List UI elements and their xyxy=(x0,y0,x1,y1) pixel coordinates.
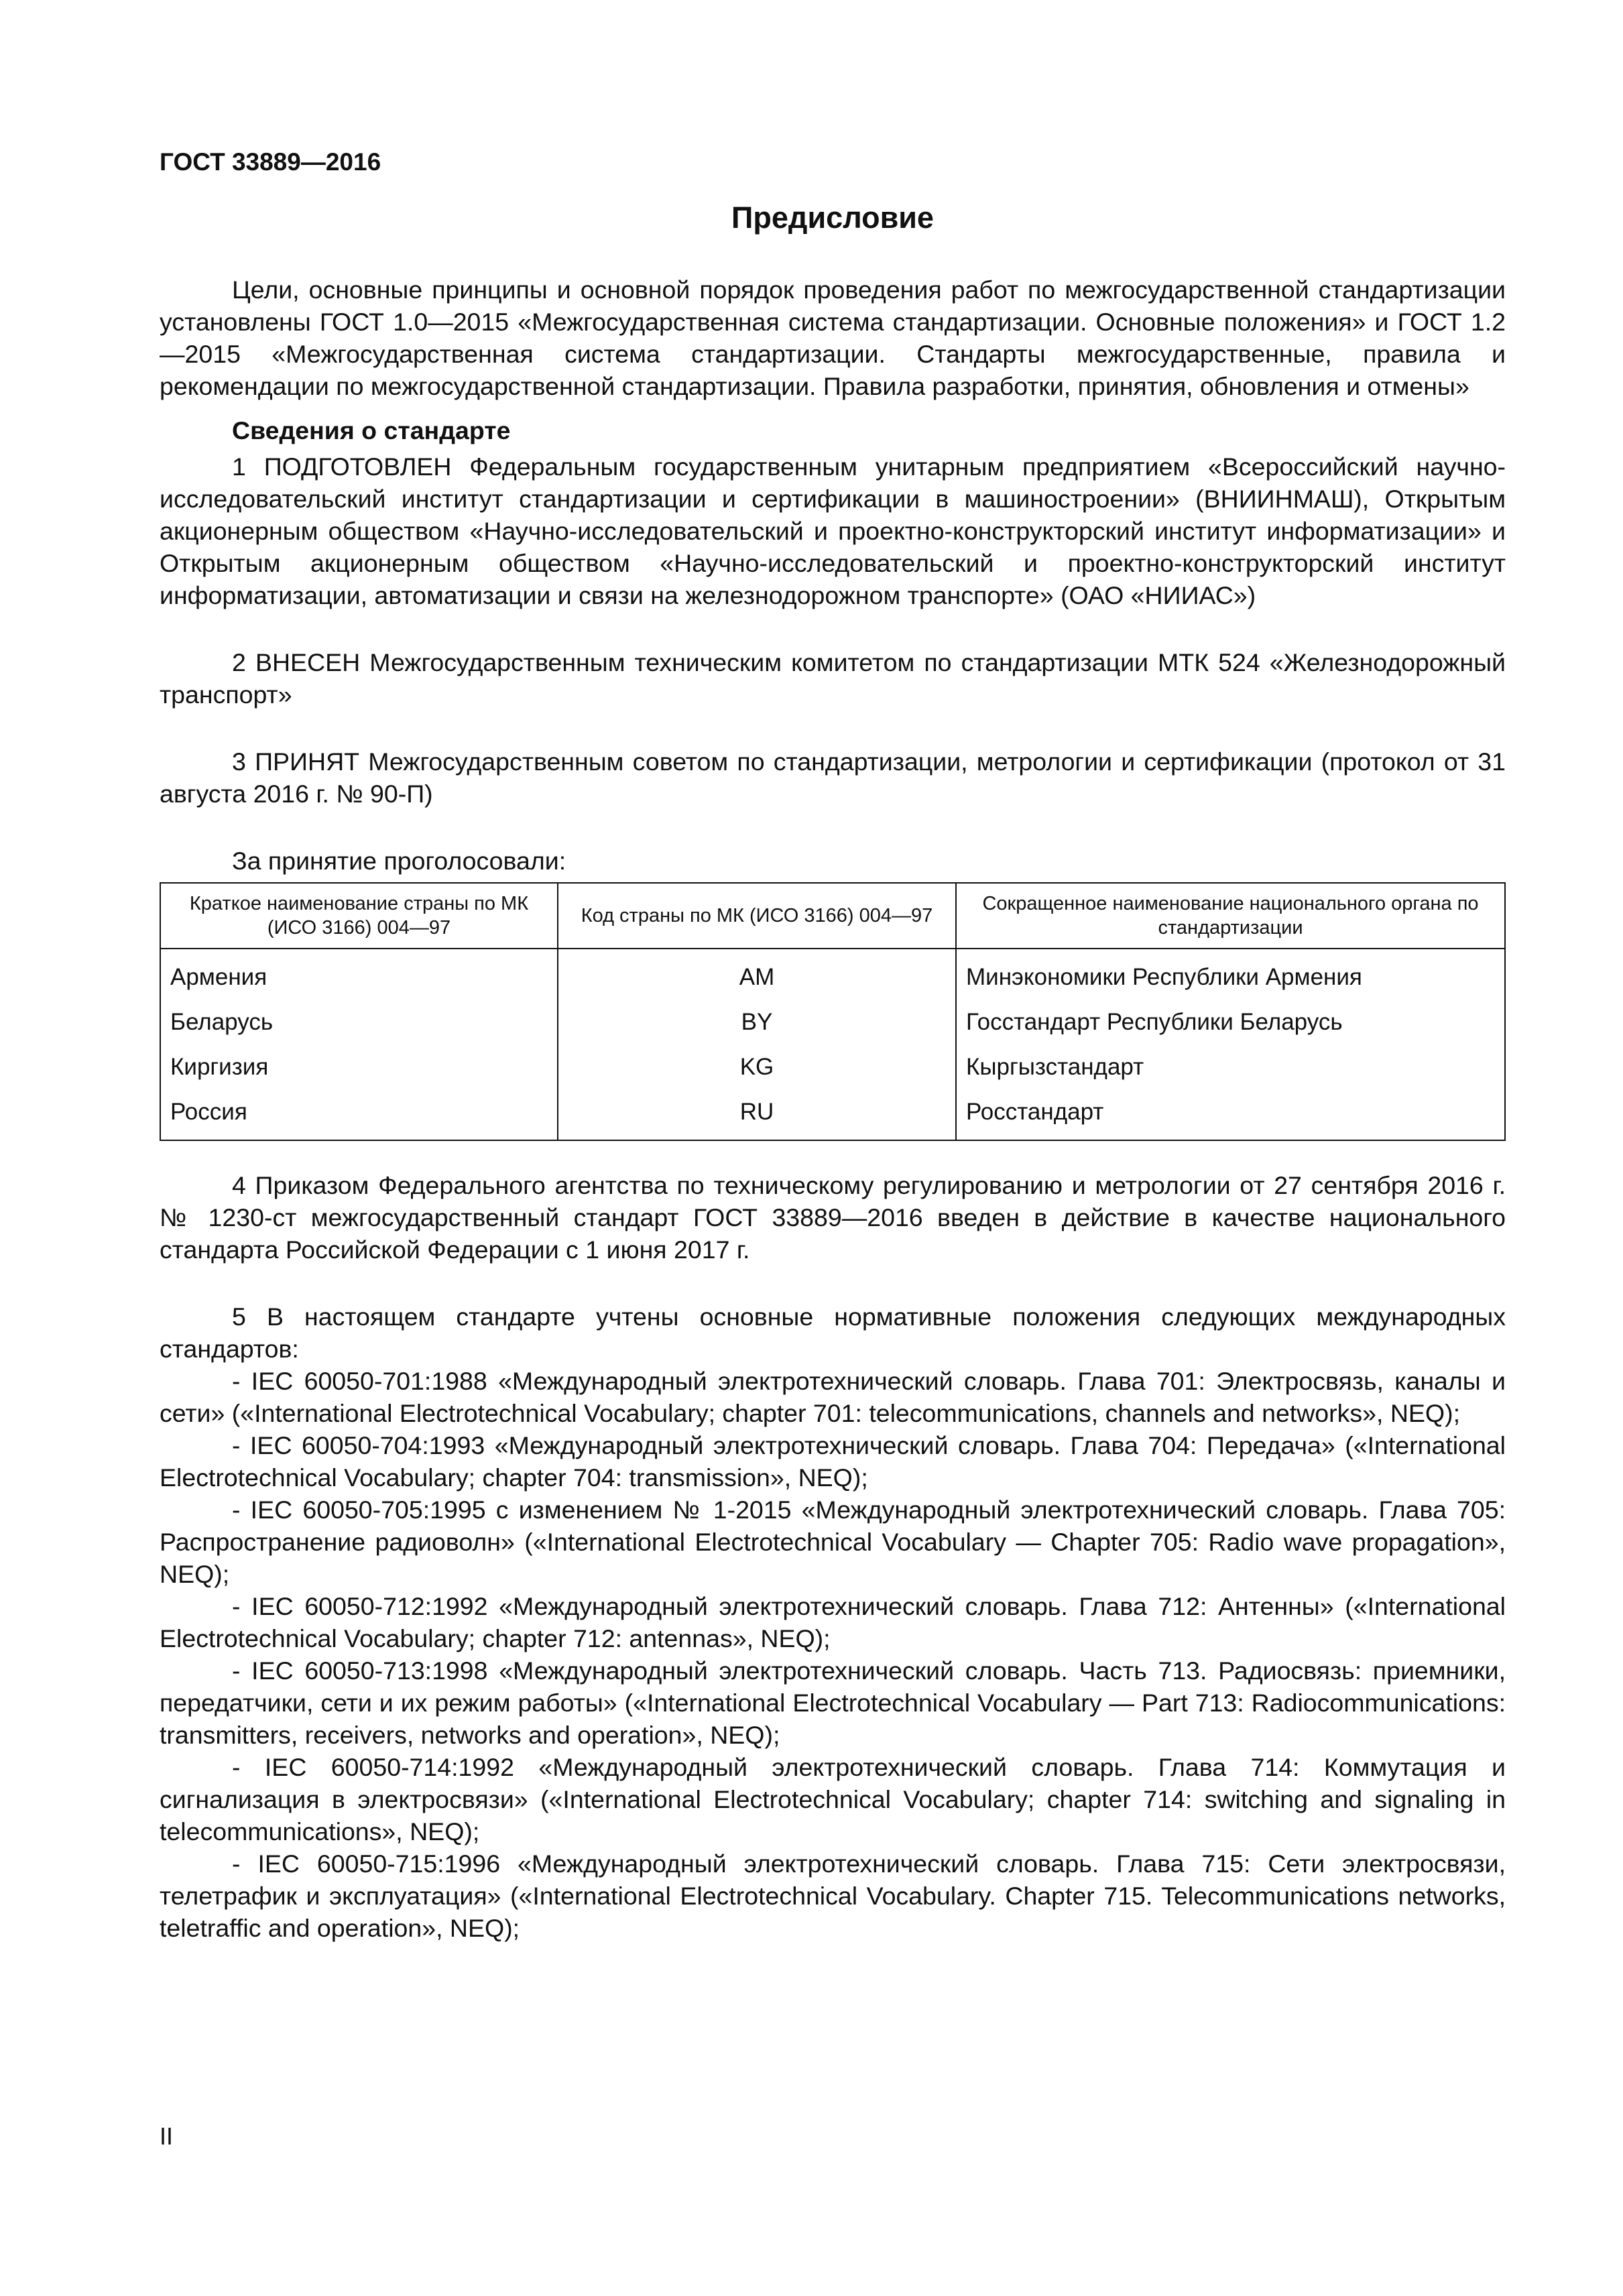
cell-country: Россия xyxy=(160,1089,558,1140)
item-order: 4 Приказом Федерального агентства по техническому регулированию и метрологии от 27 сентября 2016 г. № 1230-ст межгосударственный стандарт ГОСТ 33889—2016 введен в действие в качестве национального стандарта Российской Федерации с 1 июня 2017 г. xyxy=(160,1171,1506,1264)
cell-country: Беларусь xyxy=(160,1000,558,1044)
page-number: II xyxy=(160,2122,174,2150)
table-header-row xyxy=(160,883,1505,949)
list-item: - IEC 60050-704:1993 «Международный электротехнический словарь. Глава 704: Передача» («International Electrotechnical Vocabulary; chapter 704: transmission», NEQ); xyxy=(160,1431,1506,1492)
cell-code: RU xyxy=(558,1089,956,1140)
list-item: - IEC 60050-713:1998 «Международный электротехнический словарь. Часть 713. Радиосвязь: приемники, передатчики, сети и их режим работы» («International Electrotechnical Vocabulary — Part 713: Radiocommunications: transmitters, receivers, networks and operation», NEQ); xyxy=(160,1656,1506,1749)
header-code: Код страны по МК (ИСО 3166) 004—97 xyxy=(558,883,956,949)
table-row xyxy=(160,1044,1505,1089)
cell-body: Росстандарт xyxy=(956,1089,1505,1140)
list-item: - IEC 60050-701:1988 «Международный электротехнический словарь. Глава 701: Электросвязь, каналы и сети» («International Electrotechnical Vocabulary; chapter 701: telecommunications, channels and networks», NEQ); xyxy=(160,1367,1506,1427)
list-item: - IEC 60050-715:1996 «Международный электротехнический словарь. Глава 715: Сети электросвязи, телетрафик и эксплуатация» («International Electrotechnical Vocabulary. Chapter 715. Telecommunications networks, teletraffic and operation», NEQ); xyxy=(160,1850,1506,1942)
item-standards-intro: 5 В настоящем стандарте учтены основные нормативные положения следующих международных стандартов: xyxy=(160,1303,1506,1363)
item-adopted: 3 ПРИНЯТ Межгосударственным советом по стандартизации, метрологии и сертификации (протокол от 31 августа 2016 г. № 90-П) xyxy=(160,747,1506,808)
document-code: ГОСТ 33889—2016 xyxy=(160,148,381,176)
cell-code: KG xyxy=(558,1044,956,1089)
page-title: Предисловие xyxy=(731,200,934,235)
voting-table xyxy=(160,882,1506,1141)
cell-body: Госстандарт Республики Беларусь xyxy=(956,1000,1505,1044)
header-body: Сокращенное наименование национального органа по стандартизации xyxy=(956,883,1505,949)
list-item: - IEC 60050-714:1992 «Международный электротехнический словарь. Глава 714: Коммутация и сигнализация в электросвязи» («International Electrotechnical Vocabulary; chapter 714: switching and signaling in telecommunications», NEQ); xyxy=(160,1753,1506,1846)
cell-body: Минэкономики Республики Армения xyxy=(956,949,1505,1000)
list-item: - IEC 60050-712:1992 «Международный электротехнический словарь. Глава 712: Антенны» («International Electrotechnical Vocabulary; chapter 712: antennas», NEQ); xyxy=(160,1592,1506,1652)
item-prepared: 1 ПОДГОТОВЛЕН Федеральным государственным унитарным предприятием «Всероссийский научно-исследовательский институт стандартизации и сертификации в машиностроении» (ВНИИНМАШ), Открытым акционерным обществом «Научно-исследовательский и проектно-конструкторский институт информатизации» и Открытым акционерным обществом «Научно-исследовательский и проектно-конструкторский институт информатизации, автоматизации и связи на железнодорожном транспорте» (ОАО «НИИАС») xyxy=(160,452,1506,609)
header-country: Краткое наименование страны по МК (ИСО 3166) 004—97 xyxy=(160,883,558,949)
cell-country: Киргизия xyxy=(160,1044,558,1089)
standard-info-heading: Сведения о стандарте xyxy=(232,416,511,444)
intro-paragraph: Цели, основные принципы и основной порядок проведения работ по межгосударственной стандартизации установлены ГОСТ 1.0—2015 «Межгосударственная система стандартизации. Основные положения» и ГОСТ 1.2—2015 «Межгосударственная система стандартизации. Стандарты межгосударственные, правила и рекомендации по межгосударственной стандартизации. Правила разработки, принятия, обновления и отмены» xyxy=(160,276,1506,400)
table-row xyxy=(160,1000,1505,1044)
table-row xyxy=(160,1089,1505,1140)
voted-label: За принятие проголосовали: xyxy=(232,847,566,875)
list-item: - IEC 60050-705:1995 с изменением № 1-2015 «Международный электротехнический словарь. Глава 705: Распространение радиоволн» («International Electrotechnical Vocabulary — Chapter 705: Radio wave propagation», NEQ); xyxy=(160,1496,1506,1588)
cell-code: AM xyxy=(558,949,956,1000)
cell-country: Армения xyxy=(160,949,558,1000)
cell-code: BY xyxy=(558,1000,956,1044)
cell-body: Кыргызстандарт xyxy=(956,1044,1505,1089)
document-page xyxy=(160,147,1506,1944)
item-introduced: 2 ВНЕСЕН Межгосударственным техническим комитетом по стандартизации МТК 524 «Железнодорожный транспорт» xyxy=(160,648,1506,709)
table-row xyxy=(160,949,1505,1000)
